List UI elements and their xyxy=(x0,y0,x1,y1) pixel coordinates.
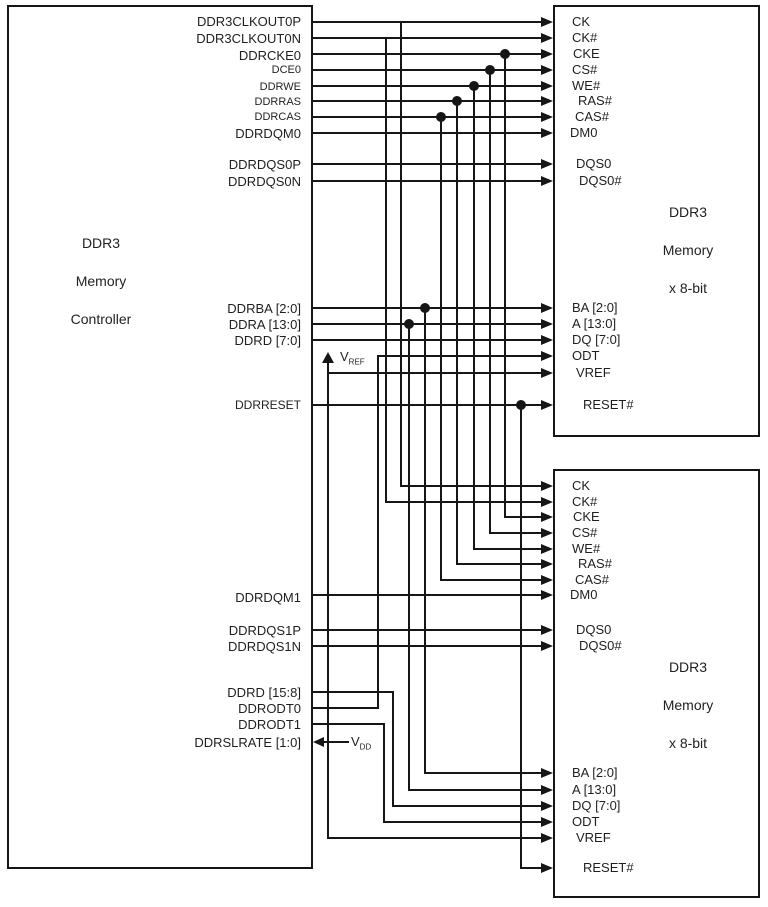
wire-vref xyxy=(327,372,541,374)
wire-cas-n-b xyxy=(440,579,541,581)
arrowhead-icon-mem2-dq-7-0 xyxy=(541,801,553,811)
pin-label-memory2-ck: CK xyxy=(572,478,591,493)
pin-label-memory1-ck: CK# xyxy=(572,30,598,45)
arrowhead-icon-mem2-cas xyxy=(541,575,553,585)
wire-odt1-vertical xyxy=(383,723,385,823)
wire-ck-n-vertical xyxy=(385,37,387,503)
arrowhead-icon-mem2-ras xyxy=(541,559,553,569)
pin-label-memory1-a-13-0: A [13:0] xyxy=(572,316,617,331)
controller-signal-label-ddrd-15-8: DDRD [15:8] xyxy=(227,685,301,700)
pin-label-memory1-odt: ODT xyxy=(572,348,600,363)
controller-title-line2: Memory xyxy=(75,273,127,289)
controller-signal-label-ddrba-2-0: DDRBA [2:0] xyxy=(227,301,301,316)
arrowhead-icon-mem2-cs xyxy=(541,528,553,538)
wire-odt1 xyxy=(311,723,385,725)
arrowhead-icon-mem2-odt xyxy=(541,817,553,827)
controller-signal-label-ddrodt1: DDRODT1 xyxy=(238,717,301,732)
arrowhead-icon-mem1-cke xyxy=(541,49,553,59)
arrowhead-icon-mem2-vref xyxy=(541,833,553,843)
wire-dqs0p xyxy=(311,163,541,165)
arrowhead-icon-mem1-we xyxy=(541,81,553,91)
pin-label-memory2-dqs0: DQS0# xyxy=(579,638,622,653)
junction-dot-ba xyxy=(420,303,430,313)
wire-odt0-vertical xyxy=(377,355,379,709)
pin-label-memory1-cs: CS# xyxy=(572,62,598,77)
arrowhead-icon-mem1-a-13-0 xyxy=(541,319,553,329)
controller-signal-label-ddrdqs0p: DDRDQS0P xyxy=(228,157,301,172)
controller-signal-label-ddrcas: DDRCAS xyxy=(254,111,301,123)
vdd-label-base: V xyxy=(351,734,360,749)
arrowhead-icon-mem1-cs xyxy=(541,65,553,75)
wire-cs-n-vertical xyxy=(489,69,491,534)
wire-vref-vertical xyxy=(327,360,329,839)
wire-we-n-vertical xyxy=(473,85,475,550)
wire-dq-high xyxy=(311,691,394,693)
pin-label-memory1-dq-7-0: DQ [7:0] xyxy=(572,332,621,347)
vdd-label-sub: DD xyxy=(359,742,372,752)
pin-label-memory1-dqs0: DQS0 xyxy=(576,156,612,171)
arrowhead-icon-mem1-reset xyxy=(541,400,553,410)
pin-label-memory1-cke: CKE xyxy=(573,46,600,61)
arrowhead-icon-mem1-dqs0 xyxy=(541,176,553,186)
wire-cke-b xyxy=(504,516,541,518)
wire-dm0 xyxy=(311,132,541,134)
controller-signal-label-ddr3clkout0p: DDR3CLKOUT0P xyxy=(196,14,301,29)
wire-ras-n-vertical xyxy=(456,100,458,565)
arrowhead-icon-mem1-ba-2-0 xyxy=(541,303,553,313)
pin-label-memory1-ba-2-0: BA [2:0] xyxy=(572,300,618,315)
wire-reset-b xyxy=(520,867,541,869)
junction-dot-a xyxy=(404,319,414,329)
pin-label-memory1-ck: CK xyxy=(572,14,591,29)
junction-dot-ras-n xyxy=(452,96,462,106)
wire-cs-n-b xyxy=(489,532,541,534)
controller-title-line1: DDR3 xyxy=(81,235,121,251)
memory1-title-line3: x 8-bit xyxy=(668,280,708,296)
wire-odt1-b xyxy=(383,821,541,823)
arrowhead-icon-mem1-vref xyxy=(541,368,553,378)
controller-signal-label-ddrras: DDRRAS xyxy=(254,96,301,108)
wire-dqs0n xyxy=(311,180,541,182)
wire-reset xyxy=(311,404,541,406)
controller-signal-label-ddrdqm1: DDRDQM1 xyxy=(235,590,301,605)
arrowhead-icon-mem2-reset xyxy=(541,863,553,873)
wire-we-n xyxy=(311,85,541,87)
wire-vref-b xyxy=(327,837,541,839)
junction-dot-cs-n xyxy=(485,65,495,75)
controller-signal-label-ddrodt0: DDRODT0 xyxy=(238,701,301,716)
memory2-title-line1: DDR3 xyxy=(668,659,708,675)
controller-signal-label-ddrcke0: DDRCKE0 xyxy=(238,48,301,63)
controller-signal-label-ddrd-7-0: DDRD [7:0] xyxy=(234,333,301,348)
wire-odt0-stub xyxy=(311,707,379,709)
pin-label-memory2-dqs0: DQS0 xyxy=(576,622,612,637)
wire-dm1 xyxy=(311,594,541,596)
vref-label-sub: REF xyxy=(348,357,365,367)
wire-ck-vertical xyxy=(400,21,402,487)
pin-label-memory1-dm0: DM0 xyxy=(570,125,598,140)
pin-label-memory1-cas: CAS# xyxy=(575,109,609,124)
wire-ras-n xyxy=(311,100,541,102)
pin-label-memory2-cas: CAS# xyxy=(575,572,609,587)
wire-ras-n-b xyxy=(456,563,541,565)
pin-label-memory2-dm0: DM0 xyxy=(570,587,598,602)
pin-label-memory2-vref: VREF xyxy=(576,830,611,845)
wire-cke-vertical xyxy=(504,53,506,518)
pin-label-memory2-dq-7-0: DQ [7:0] xyxy=(572,798,621,813)
pin-label-memory1-dqs0: DQS0# xyxy=(579,173,622,188)
wire-reset-vertical xyxy=(520,404,522,869)
arrowhead-icon-mem2-dqs0 xyxy=(541,625,553,635)
controller-signal-label-dce0: DCE0 xyxy=(271,64,301,76)
controller-signal-label-ddra-13-0: DDRA [13:0] xyxy=(228,317,301,332)
junction-dot-cas-n xyxy=(436,112,446,122)
wire-dq-high-vertical xyxy=(392,691,394,807)
arrowhead-icon-mem1-dqs0 xyxy=(541,159,553,169)
wire-a-vertical xyxy=(408,323,410,791)
wire-a xyxy=(311,323,541,325)
wire-dq-low xyxy=(311,339,541,341)
wire-dq-high-b xyxy=(392,805,541,807)
pin-label-memory1-ras: RAS# xyxy=(578,93,612,108)
arrowhead-icon-mem1-ras xyxy=(541,96,553,106)
pin-label-memory1-vref: VREF xyxy=(576,365,611,380)
wire-cas-n xyxy=(311,116,541,118)
controller-signal-label-ddrwe: DDRWE xyxy=(259,81,301,93)
arrowhead-icon-mem1-cas xyxy=(541,112,553,122)
arrowhead-icon-mem2-we xyxy=(541,544,553,554)
memory1-title-line2: Memory xyxy=(662,242,714,258)
junction-dot-reset xyxy=(516,400,526,410)
controller-signal-label-ddrdqs1n: DDRDQS1N xyxy=(228,639,301,654)
pin-label-memory2-cs: CS# xyxy=(572,525,598,540)
pin-label-memory2-odt: ODT xyxy=(572,814,600,829)
controller-signal-label-ddrdqs1p: DDRDQS1P xyxy=(228,623,301,638)
wire-ba-b xyxy=(424,772,541,774)
memory2-title-line2: Memory xyxy=(662,697,714,713)
arrowhead-icon-mem2-ba-2-0 xyxy=(541,768,553,778)
arrowhead-icon-vref-up xyxy=(322,352,334,363)
pin-label-memory2-cke: CKE xyxy=(573,509,600,524)
arrowhead-icon-vdd-left xyxy=(313,737,324,747)
memory2-title-line3: x 8-bit xyxy=(668,735,708,751)
memory1-title-line1: DDR3 xyxy=(668,204,708,220)
wire-cs-n xyxy=(311,69,541,71)
wire-we-n-b xyxy=(473,548,541,550)
wire-ck xyxy=(311,21,541,23)
arrowhead-icon-mem2-a-13-0 xyxy=(541,785,553,795)
arrowhead-icon-mem2-dqs0 xyxy=(541,641,553,651)
pin-label-memory2-reset: RESET# xyxy=(583,860,634,875)
wire-ba-vertical xyxy=(424,307,426,774)
arrowhead-icon-mem2-ck xyxy=(541,481,553,491)
controller-title-line3: Controller xyxy=(70,311,132,327)
wire-cas-n-vertical xyxy=(440,116,442,581)
pin-label-memory1-reset: RESET# xyxy=(583,397,634,412)
arrowhead-icon-mem1-dq-7-0 xyxy=(541,335,553,345)
vref-label-base: V xyxy=(340,349,349,364)
arrowhead-icon-mem1-dm0 xyxy=(541,128,553,138)
controller-signal-label-ddrdqm0: DDRDQM0 xyxy=(235,126,301,141)
controller-signal-label-ddrdqs0n: DDRDQS0N xyxy=(228,174,301,189)
arrowhead-icon-mem1-odt xyxy=(541,351,553,361)
wire-ck-n xyxy=(311,37,541,39)
arrowhead-icon-mem2-dm0 xyxy=(541,590,553,600)
controller-signal-label-ddrslrate-1-0: DDRSLRATE [1:0] xyxy=(194,735,301,750)
wire-dqs1p xyxy=(311,629,541,631)
junction-dot-we-n xyxy=(469,81,479,91)
controller-signal-label-ddr3clkout0n: DDR3CLKOUT0N xyxy=(196,31,301,46)
arrowhead-icon-mem2-ck xyxy=(541,497,553,507)
pin-label-memory2-we: WE# xyxy=(572,541,601,556)
pin-label-memory2-a-13-0: A [13:0] xyxy=(572,782,617,797)
pin-label-memory2-ba-2-0: BA [2:0] xyxy=(572,765,618,780)
pin-label-memory1-we: WE# xyxy=(572,78,601,93)
arrowhead-icon-mem2-cke xyxy=(541,512,553,522)
pin-label-memory2-ck: CK# xyxy=(572,494,598,509)
pin-label-memory2-ras: RAS# xyxy=(578,556,612,571)
arrowhead-icon-mem1-ck xyxy=(541,17,553,27)
controller-signal-label-ddrreset: DDRRESET xyxy=(234,398,301,412)
arrowhead-icon-mem1-ck xyxy=(541,33,553,43)
wire-dqs1n xyxy=(311,645,541,647)
junction-dot-cke xyxy=(500,49,510,59)
